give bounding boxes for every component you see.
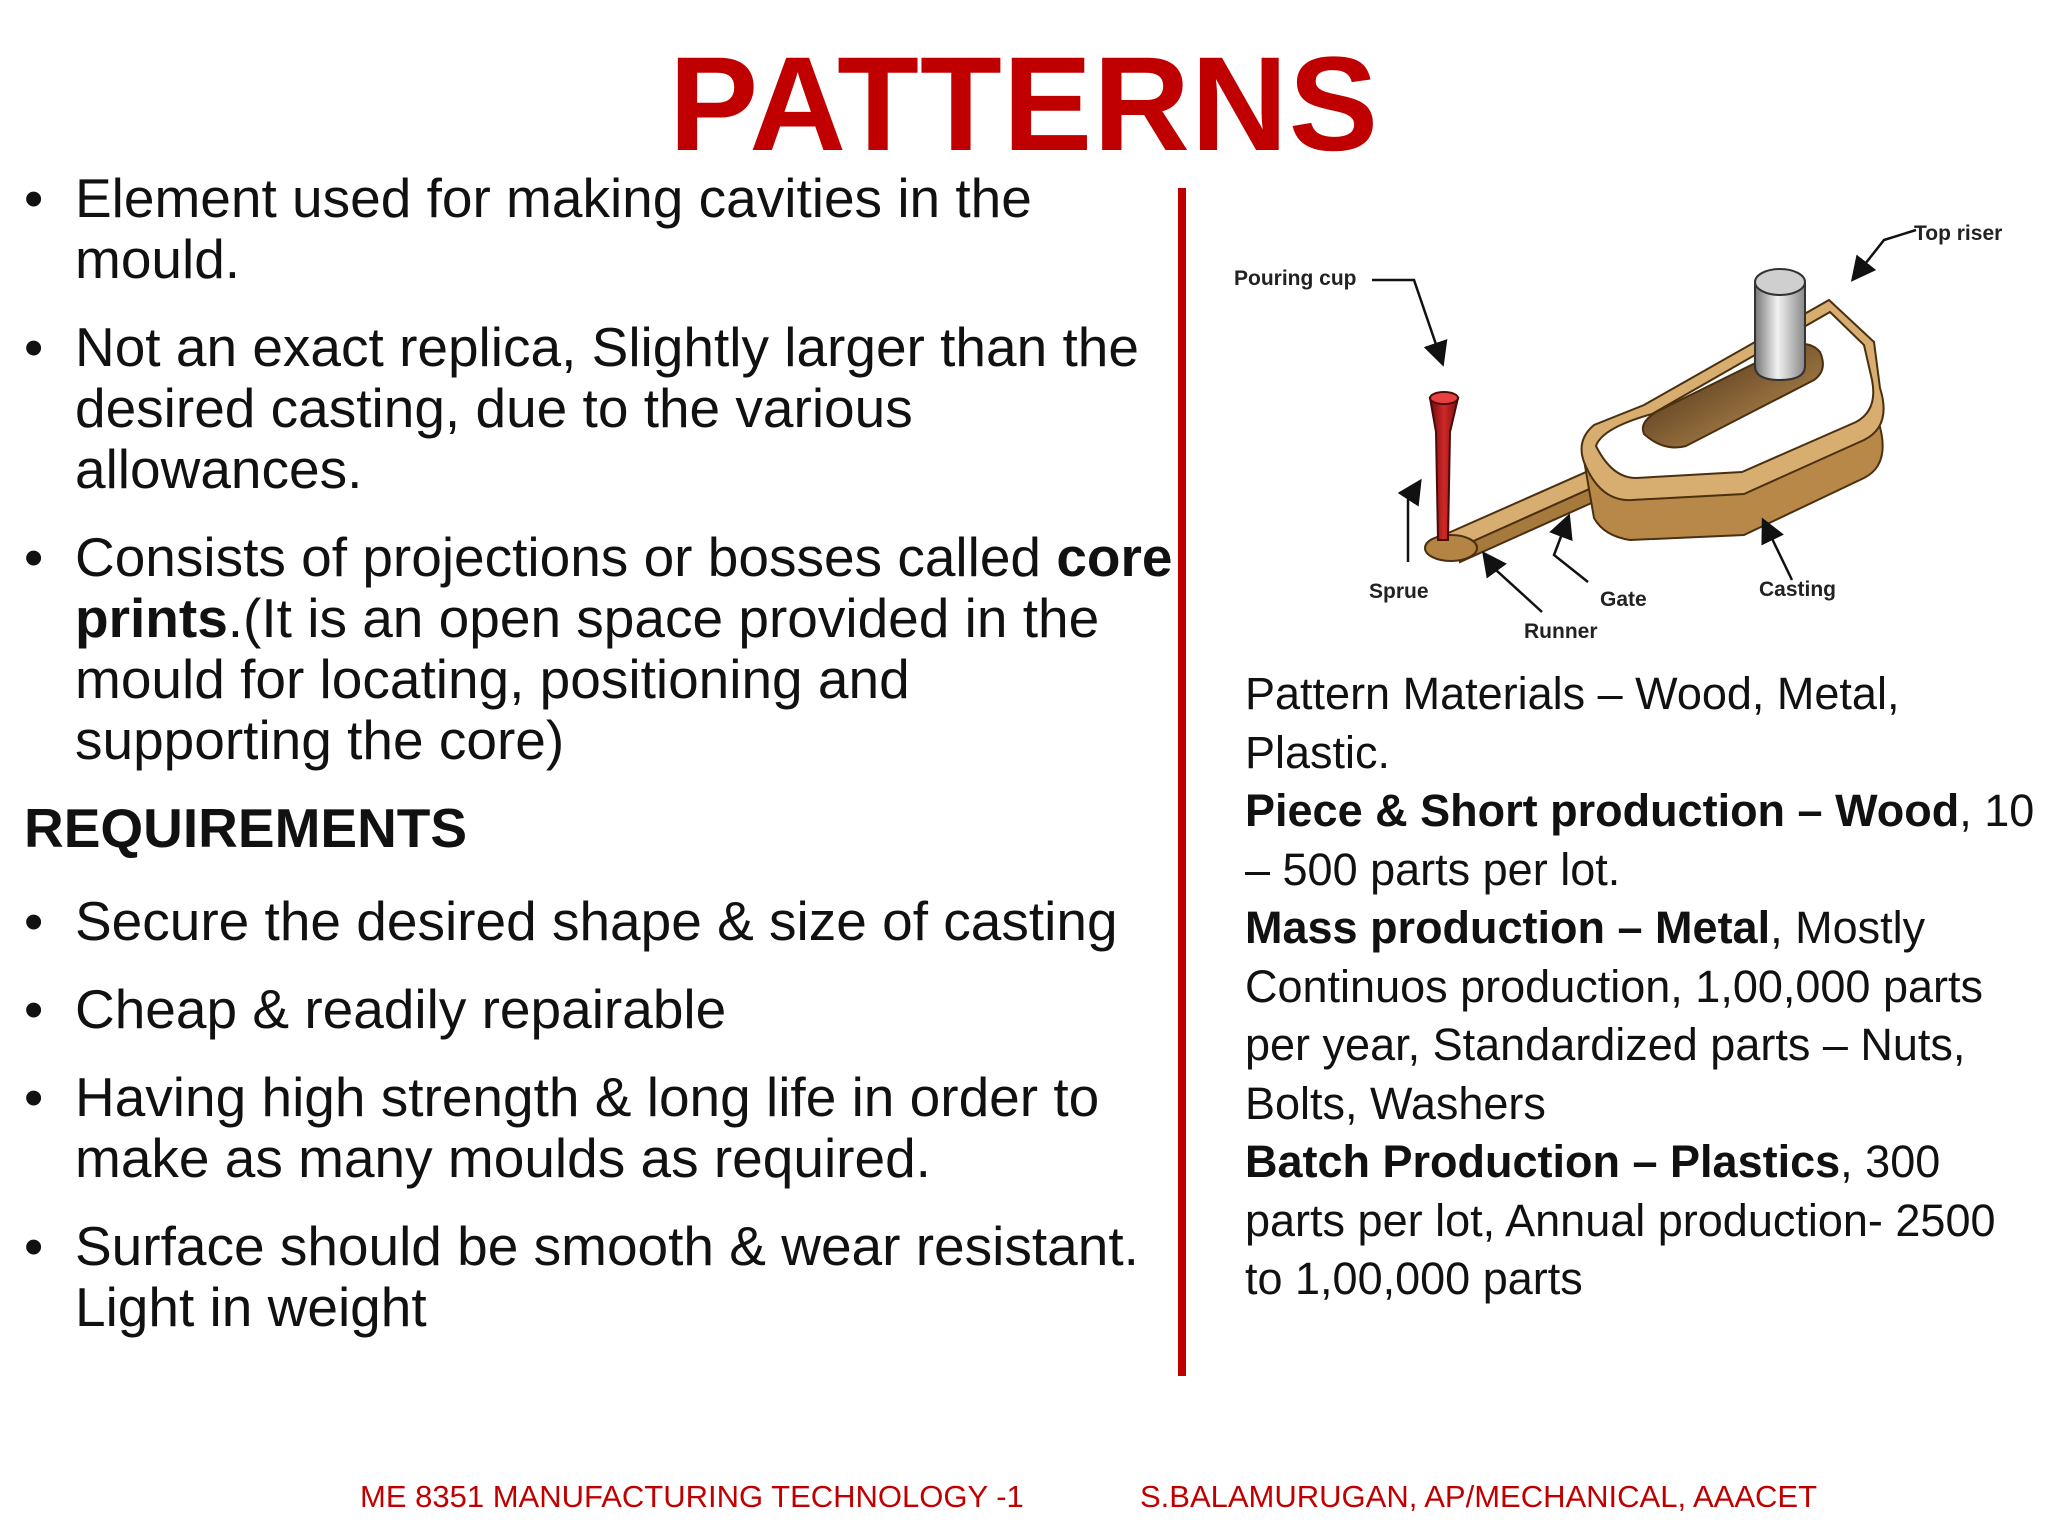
requirement-item (24, 891, 1174, 952)
plastic-heading: Batch Production – Plastics (1245, 1136, 1841, 1187)
bullet-text: Element used for making cavities in the mould. (75, 167, 1032, 290)
sprue-shape (1430, 392, 1458, 540)
casting-label: Casting (1759, 578, 1837, 601)
pouring-cup-label: Pouring cup (1234, 267, 1357, 290)
materials-panel (1245, 665, 2045, 1309)
casting-shape (1582, 300, 1884, 540)
requirement-item (24, 1216, 1174, 1338)
left-column (24, 168, 1174, 1365)
requirement-text: Surface should be smooth & wear resistant. Light in weight (75, 1215, 1139, 1338)
bullet-text: Not an exact replica, Slightly larger than the desired casting, due to the various allowances. (75, 316, 1139, 500)
pouring-cup-leader (1372, 280, 1442, 362)
sprue-label: Sprue (1369, 580, 1429, 603)
core-prints-term: core prints (75, 526, 1173, 649)
sprue-leader (1408, 483, 1419, 562)
bullet-text: .(It is an open space provided in the mould for locating, positioning and supporting the core) (75, 587, 1100, 771)
requirements-heading: REQUIREMENTS (24, 797, 468, 859)
requirement-text: Secure the desired shape & size of casting (75, 890, 1118, 952)
casting-diagram (1224, 200, 2024, 660)
slide-title: PATTERNS (668, 30, 1380, 179)
bullet-text: Consists of projections or bosses called (75, 526, 1057, 588)
wood-heading: Piece & Short production – Wood (1245, 785, 1960, 836)
casting-leader (1764, 522, 1792, 580)
bullet-item (24, 527, 1174, 771)
plastic-line (1245, 1133, 2045, 1309)
wood-line (1245, 782, 2045, 899)
metal-line (1245, 899, 2045, 1133)
requirement-item (24, 1067, 1174, 1189)
gate-label: Gate (1600, 588, 1647, 611)
requirement-text: Having high strength & long life in order to make as many moulds as required. (75, 1066, 1100, 1189)
runner-label: Runner (1524, 620, 1598, 643)
bullet-item (24, 317, 1174, 500)
metal-heading: Mass production – Metal (1245, 902, 1771, 953)
top-riser-leader (1854, 230, 1916, 278)
column-divider (1178, 188, 1186, 1376)
wood-detail: , 10 – 500 parts per lot. (1245, 785, 2035, 895)
footer-course: ME 8351 MANUFACTURING TECHNOLOGY -1 (360, 1479, 1024, 1514)
gate-leader (1554, 518, 1588, 582)
runner-leader (1485, 555, 1542, 612)
metal-detail: , Mostly Continuos production, 1,00,000 parts per year, Standardized parts – Nuts, Bolts, Washers (1245, 902, 1983, 1129)
materials-line: Pattern Materials – Wood, Metal, Plastic. (1245, 668, 1900, 778)
requirement-text: Cheap & readily repairable (75, 978, 727, 1040)
requirement-item (24, 979, 1174, 1040)
footer-author: S.BALAMURUGAN, AP/MECHANICAL, AAACET (1140, 1479, 1818, 1514)
bullet-item (24, 168, 1174, 290)
top-riser-label: Top riser (1914, 222, 2003, 245)
plastic-detail: , 300 parts per lot, Annual production- 2500 to 1,00,000 parts (1245, 1136, 1996, 1304)
